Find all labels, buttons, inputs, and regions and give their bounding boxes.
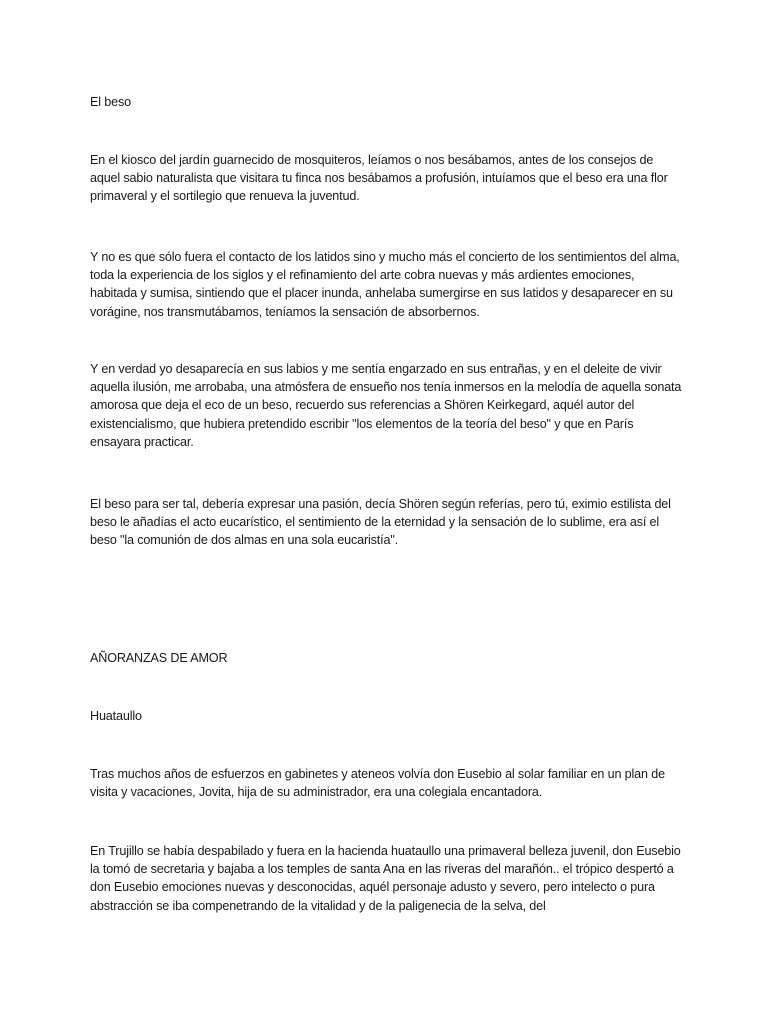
section-title-el-beso: El beso	[90, 95, 131, 109]
paragraph-2: Y no es que sólo fuera el contacto de los latidos sino y mucho más el concierto de los sentimientos del alma, toda la experiencia de los siglos y el refinamiento del arte cobra nuevas y más ardientes emociones, habitada y sumisa, sintiendo que el placer inunda, anhelaba sumergirse en sus latidos y desaparecer en su vorágine, nos transmutábamos, teníamos la sensación de absorbernos.	[90, 250, 680, 319]
paragraph-6: En Trujillo se había despabilado y fuera en la hacienda huataullo una primaveral belleza juvenil, don Eusebio la tomó de secretaria y bajaba a los temples de santa Ana en las riveras del marañón.. el trópico despertó a don Eusebio emociones nuevas y desconocidas, aquél personaje adusto y severo, pero intelecto o pura abstracción se iba compenetrando de la vitalidad y de la paligenecia de la selva, del	[90, 844, 681, 913]
paragraph-4: El beso para ser tal, debería expresar una pasión, decía Shören según referías, pero tú, eximio estilista del beso le añadías el acto eucarístico, el sentimiento de la eternidad y la sensación de lo sublime, era así el beso "la comunión de dos almas en una sola eucaristía".	[90, 497, 671, 548]
section-title-anoranzas: AÑORANZAS DE AMOR	[90, 651, 228, 665]
section-subtitle-huataullo: Huataullo	[90, 709, 142, 723]
paragraph-1: En el kiosco del jardín guarnecido de mosquiteros, leíamos o nos besábamos, antes de los consejos de aquel sabio naturalista que visitara tu finca nos besábamos a profusión, intuíamos que el beso era una flor primaveral y el sortilegio que renueva la juventud.	[90, 153, 668, 204]
paragraph-3: Y en verdad yo desaparecía en sus labios y me sentía engarzado en sus entrañas, y en el deleite de vivir aquella ilusión, me arrobaba, una atmósfera de ensueño nos tenía inmersos en la melodía de aquella sonata amorosa que deja el eco de un beso, recuerdo sus referencias a Shören Keirkegard, aquél autor del existencialismo, que hubiera pretendido escribir "los elementos de la teoría del beso" y que en París ensayara practicar.	[90, 362, 682, 449]
paragraph-5: Tras muchos años de esfuerzos en gabinetes y ateneos volvía don Eusebio al solar familiar en un plan de visita y vacaciones, Jovita, hija de su administrador, era una colegiala encantadora.	[90, 767, 665, 800]
